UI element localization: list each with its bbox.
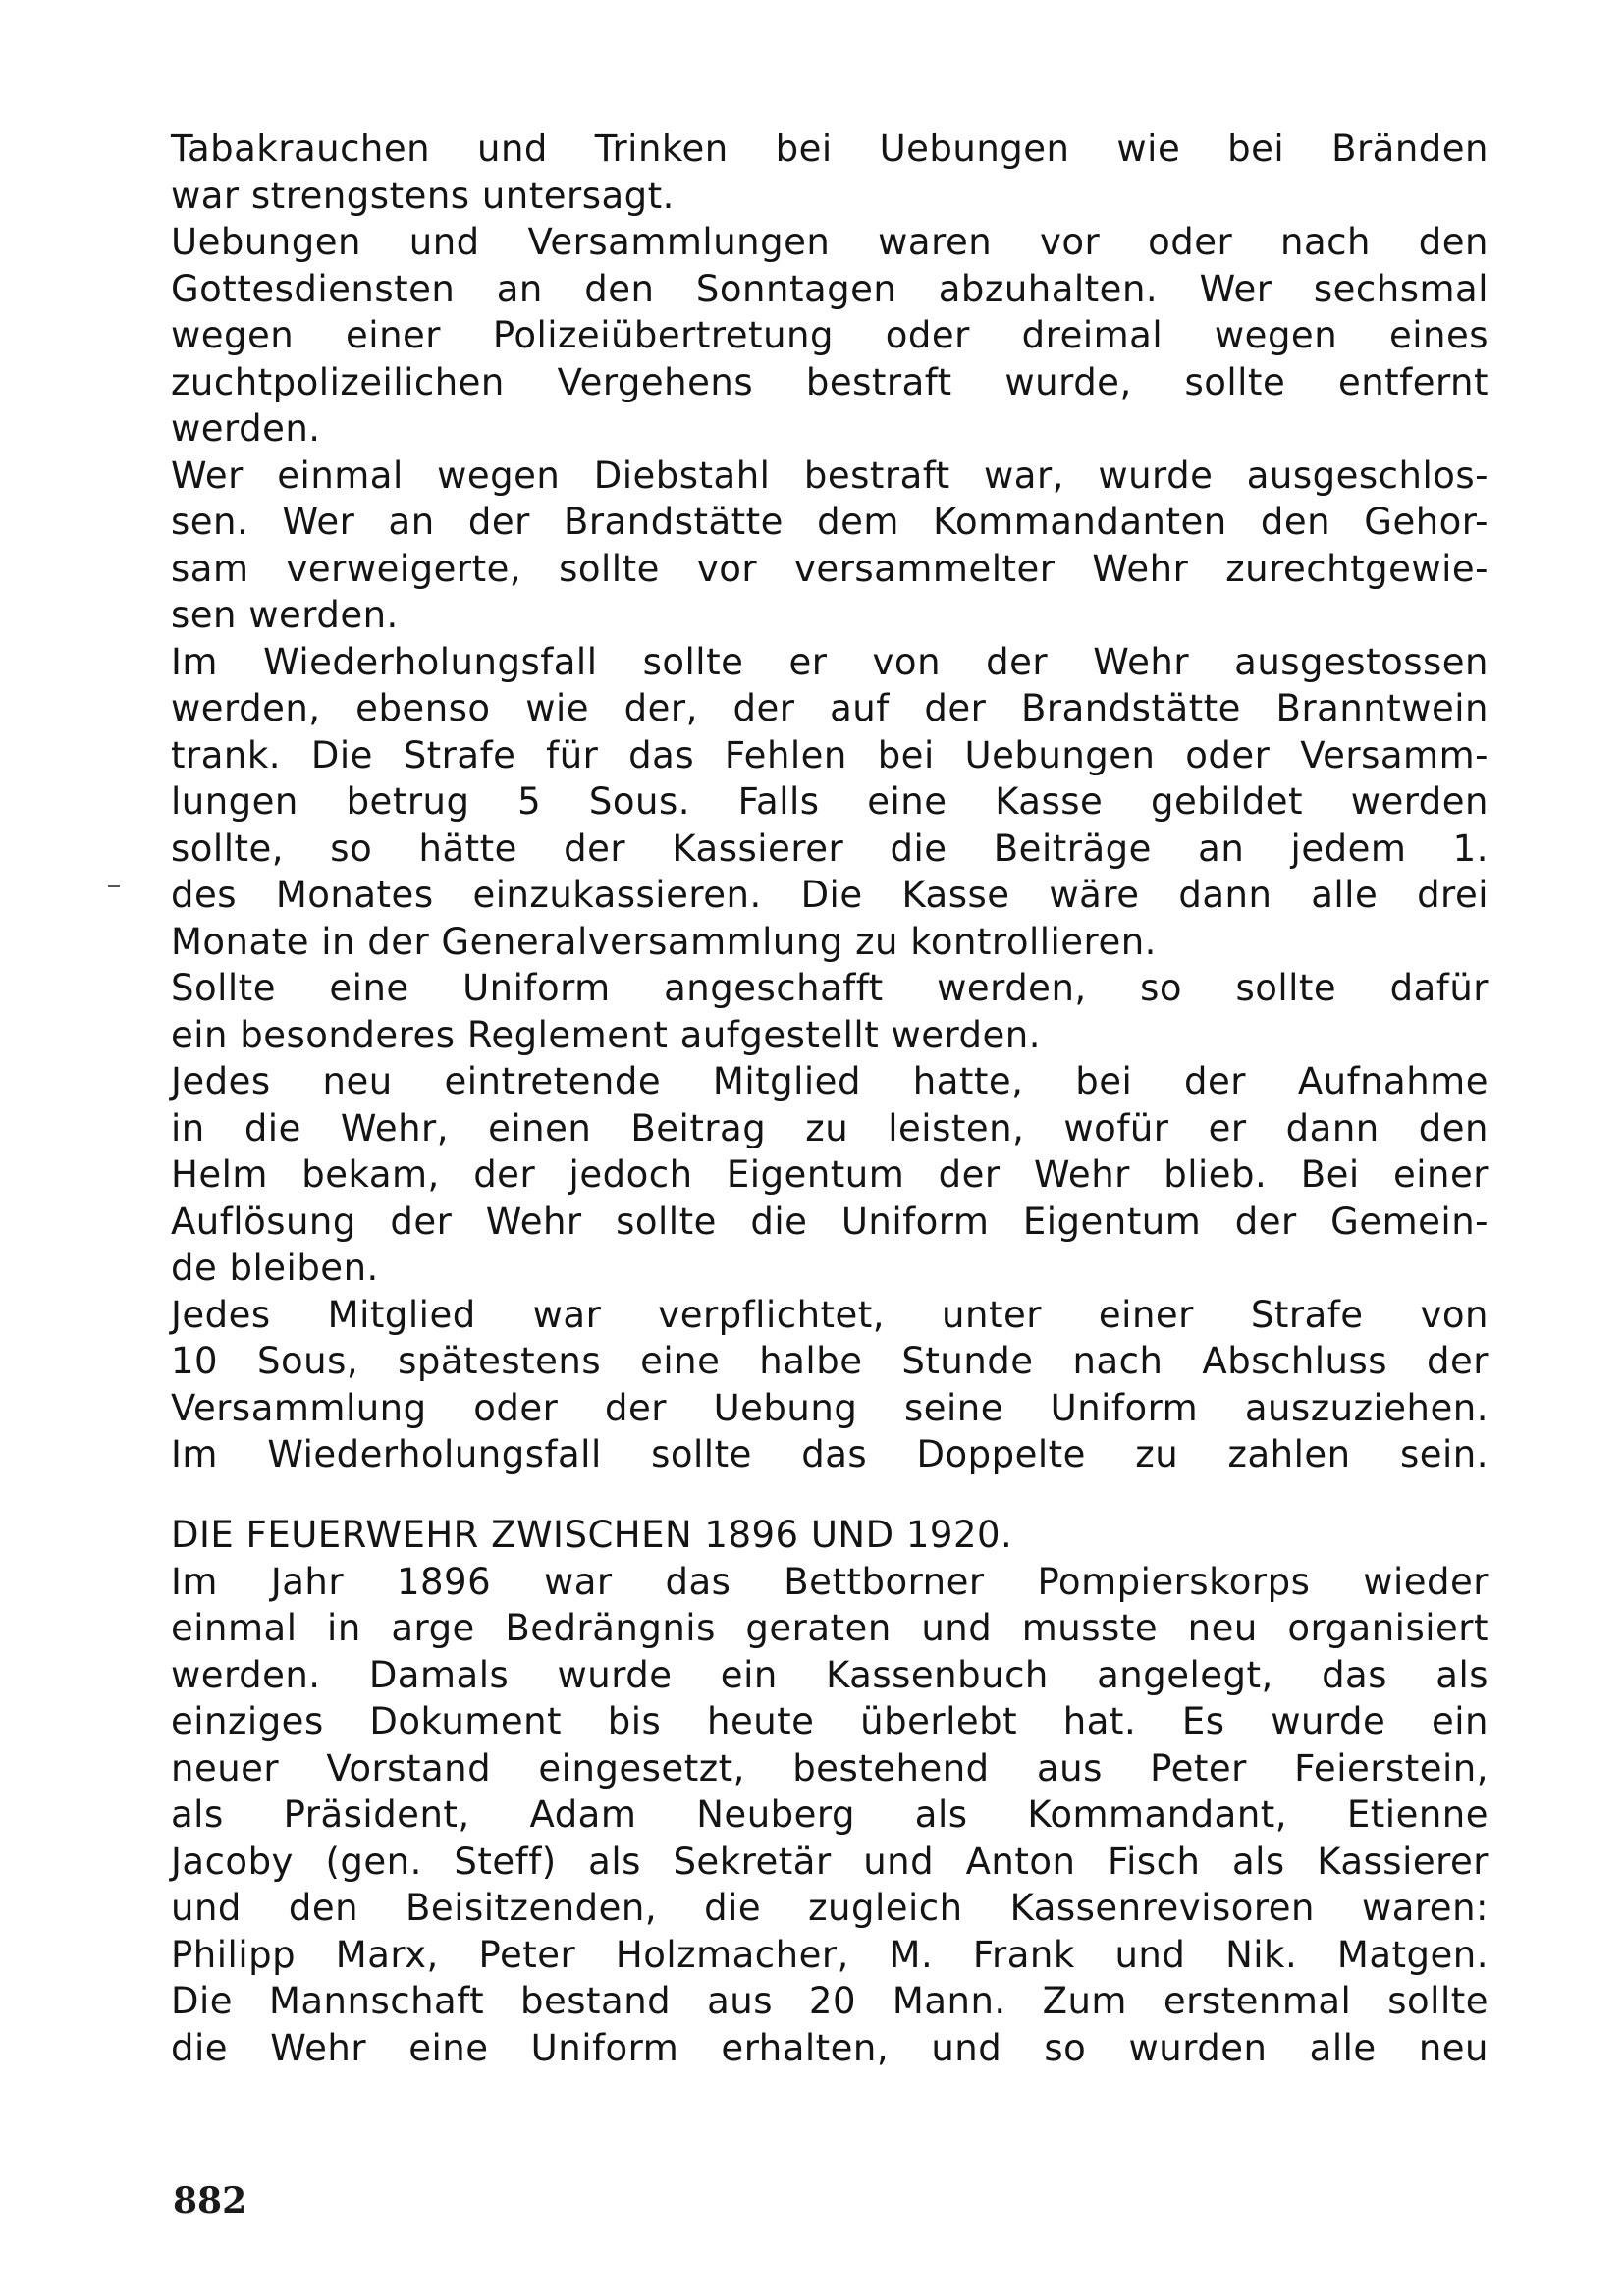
text-line: lungen betrug 5 Sous. Falls eine Kasse gebildet werden: [171, 780, 1489, 823]
text-line: Die Mannschaft bestand aus 20 Mann. Zum erstenmal sollte: [171, 1980, 1489, 2022]
text-line: Helm bekam, der jedoch Eigentum der Wehr blieb. Bei einer: [171, 1153, 1489, 1196]
text-line: neuer Vorstand eingesetzt, bestehend aus Peter Feierstein,: [171, 1746, 1489, 1789]
text-line: werden. Damals wurde ein Kassenbuch angelegt, das als: [171, 1653, 1489, 1696]
text-line: wegen einer Polizeiübertretung oder dreimal wegen eines: [171, 314, 1489, 356]
text-line: in die Wehr, einen Beitrag zu leisten, wofür er dann den: [171, 1106, 1489, 1149]
text-line: Jedes Mitglied war verpflichtet, unter einer Strafe von: [171, 1293, 1489, 1336]
text-line: werden, ebenso wie der, der auf der Brandstätte Branntwein: [171, 687, 1489, 729]
text-line: Versammlung oder der Uebung seine Uniform auszuziehen.: [171, 1386, 1489, 1429]
text-line: sen werden.: [171, 594, 399, 636]
section-rules-text: [171, 126, 1489, 1478]
text-line: Gottesdiensten an den Sonntagen abzuhalten. Wer sechsmal: [171, 267, 1489, 310]
text-line: Sollte eine Uniform angeschafft werden, so sollte dafür: [171, 967, 1489, 1009]
text-line: Jacoby (gen. Steff) als Sekretär und Anton Fisch als Kassierer: [171, 1840, 1489, 1883]
text-line: die Wehr eine Uniform erhalten, und so wurden alle neu: [171, 2026, 1489, 2069]
text-line: Im Jahr 1896 war das Bettborner Pompierskorps wieder: [171, 1560, 1489, 1603]
text-line: Jedes neu eintretende Mitglied hatte, bei der Aufnahme: [171, 1060, 1489, 1102]
text-line: Monate in der Generalversammlung zu kontrollieren.: [171, 920, 1157, 963]
text-line: de bleiben.: [171, 1247, 379, 1289]
text-line: trank. Die Strafe für das Fehlen bei Uebungen oder Versamm-: [171, 733, 1489, 776]
text-line: sollte, so hätte der Kassierer die Beiträge an jedem 1.: [171, 827, 1489, 870]
text-line: Tabakrauchen und Trinken bei Uebungen wie bei Bränden: [171, 128, 1489, 170]
scan-mark: [108, 885, 120, 887]
text-line: 10 Sous, spätestens eine halbe Stunde nach Abschluss der: [171, 1340, 1489, 1382]
text-line: Philipp Marx, Peter Holzmacher, M. Frank und Nik. Matgen.: [171, 1933, 1489, 1976]
text-line: Uebungen und Versammlungen waren vor oder nach den: [171, 221, 1489, 263]
text-line: des Monates einzukassieren. Die Kasse wäre dann alle drei: [171, 874, 1489, 916]
text-line: einziges Dokument bis heute überlebt hat. Es wurde ein: [171, 1700, 1489, 1742]
text-line: Im Wiederholungsfall sollte er von der Wehr ausgestossen: [171, 640, 1489, 683]
text-line: und den Beisitzenden, die zugleich Kassenrevisoren waren:: [171, 1887, 1489, 1929]
text-line: ein besonderes Reglement aufgestellt werden.: [171, 1013, 1042, 1056]
section-heading: DIE FEUERWEHR ZWISCHEN 1896 UND 1920.: [171, 1514, 1013, 1556]
text-line: war strengstens untersagt.: [171, 174, 675, 217]
text-line: sam verweigerte, sollte vor versammelter Wehr zurechtgewie-: [171, 547, 1489, 590]
text-line: als Präsident, Adam Neuberg als Kommandant, Etienne: [171, 1793, 1489, 1836]
text-line: Auflösung der Wehr sollte die Uniform Eigentum der Gemein-: [171, 1200, 1489, 1243]
text-line: zuchtpolizeilichen Vergehens bestraft wurde, sollte entfernt: [171, 360, 1489, 403]
section-1896-1920: [171, 1512, 1489, 2071]
text-line: werden.: [171, 407, 321, 450]
text-line: Wer einmal wegen Diebstahl bestraft war, wurde ausgeschlos-: [171, 454, 1489, 497]
page-number: 882: [173, 2180, 247, 2221]
text-line: einmal in arge Bedrängnis geraten und musste neu organisiert: [171, 1607, 1489, 1649]
text-line: sen. Wer an der Brandstätte dem Kommandanten den Gehor-: [171, 501, 1489, 543]
text-line: Im Wiederholungsfall sollte das Doppelte zu zahlen sein.: [171, 1433, 1489, 1475]
